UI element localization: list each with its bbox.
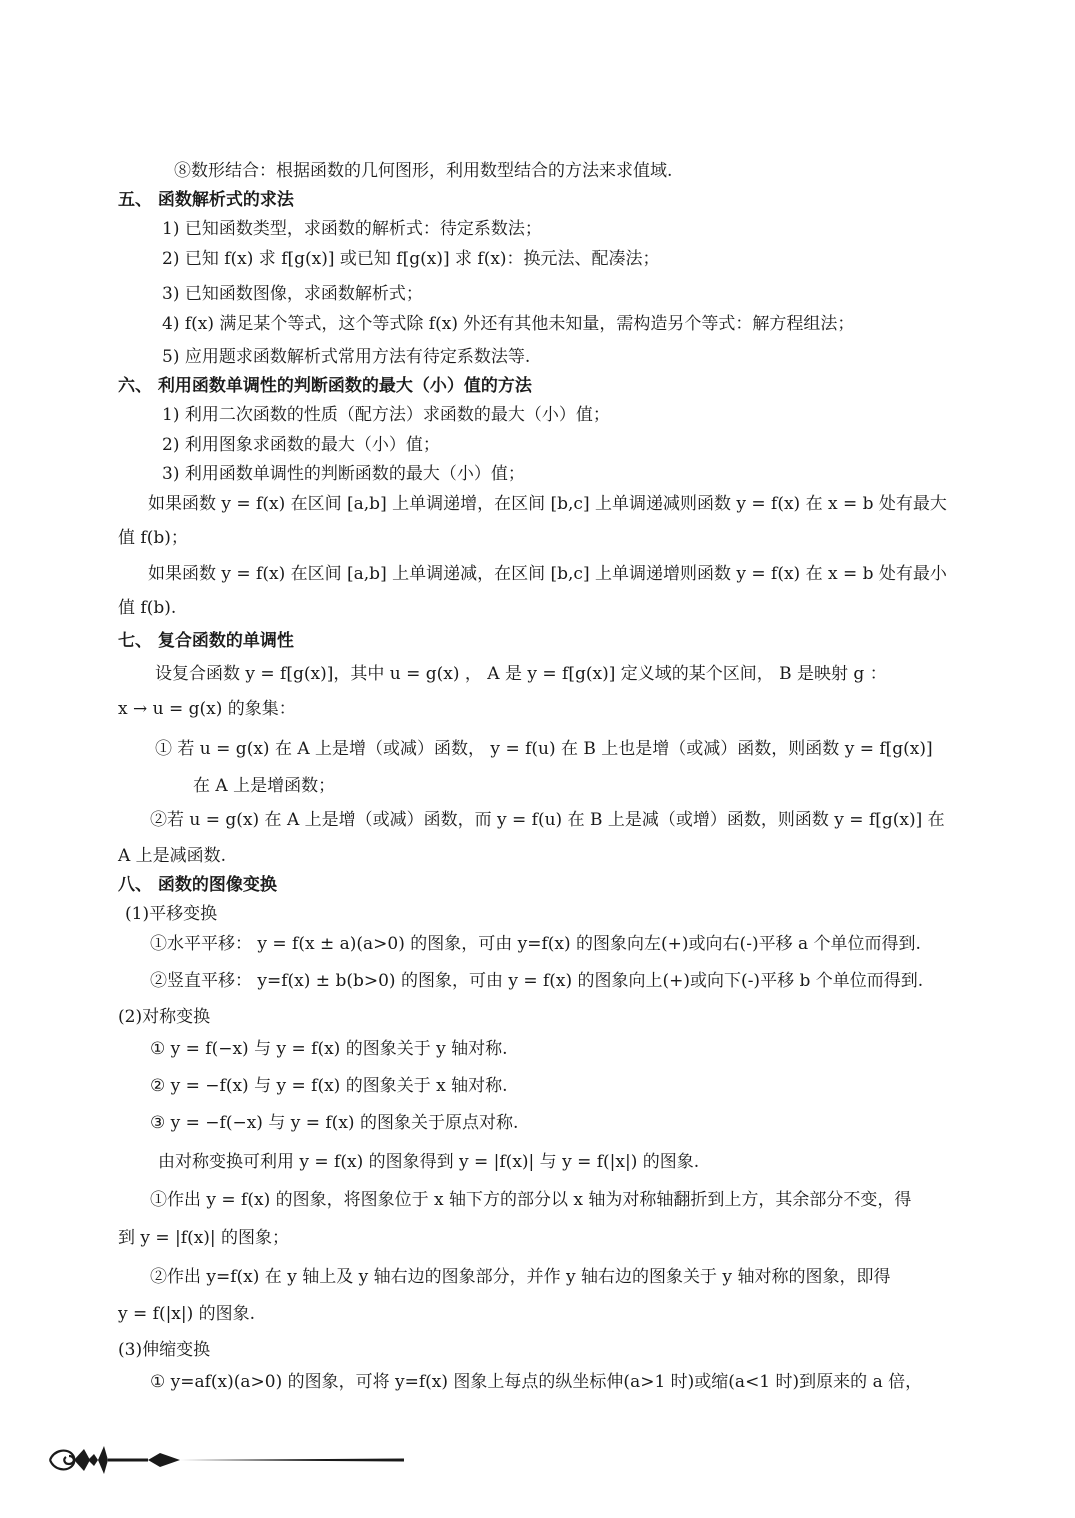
list-item: 3) 已知函数图像，求函数解析式； [162,284,423,304]
list-item: 4) f(x) 满足某个等式，这个等式除 f(x) 外还有其他未知量，需构造另个等式：解方程组法； [162,314,855,334]
text-line: ① y=af(x)(a>0) 的图象，可将 y=f(x) 图象上每点的纵坐标伸(a>1 时)或缩(a<1 时)到原来的 a 倍， [150,1372,923,1392]
list-item: 2) 利用图象求函数的最大（小）值； [162,435,440,455]
text-line: 如果函数 y = f(x) 在区间 [a,b] 上单调递增，在区间 [b,c] 上单调递减则函数 y = f(x) 在 x = b 处有最大 [148,494,947,514]
text-line: 值 f(b). [118,598,177,618]
footer-ornament-icon [44,1440,404,1480]
text-line: ①作出 y = f(x) 的图象，将图象位于 x 轴下方的部分以 x 轴为对称轴翻折到上方，其余部分不变，得 [150,1190,912,1210]
text-line: 如果函数 y = f(x) 在区间 [a,b] 上单调递减，在区间 [b,c] 上单调递增则函数 y = f(x) 在 x = b 处有最小 [148,564,947,584]
text-line: ⑧数形结合：根据函数的几何图形，利用数型结合的方法来求值域. [174,161,673,181]
list-item: 5) 应用题求函数解析式常用方法有待定系数法等. [162,347,531,367]
list-item: ① 若 u = g(x) 在 A 上是增（或减）函数， y = f(u) 在 B 上也是增（或减）函数，则函数 y = f[g(x)] [155,739,933,759]
text-line: ①水平平移： y = f(x ± a)(a>0) 的图象，可由 y=f(x) 的图象向左(+)或向右(-)平移 a 个单位而得到. [150,934,921,954]
section-heading: 七、 复合函数的单调性 [118,631,294,651]
text-line: ③ y = −f(−x) 与 y = f(x) 的图象关于原点对称. [150,1113,519,1133]
text-line: 值 f(b)； [118,528,188,548]
text-line: A 上是减函数. [118,846,227,866]
list-item: 3) 利用函数单调性的判断函数的最大（小）值； [162,464,525,484]
subsection-heading: (3)伸缩变换 [118,1340,211,1360]
section-heading: 六、 利用函数单调性的判断函数的最大（小）值的方法 [118,376,532,396]
text-line: y = f(|x|) 的图象. [118,1304,256,1324]
text-line: 在 A 上是增函数； [193,776,336,796]
text-line: 由对称变换可利用 y = f(x) 的图象得到 y = |f(x)| 与 y = f(|x|) 的图象. [158,1152,700,1172]
subsection-heading: (2)对称变换 [118,1007,211,1027]
list-item: 2) 已知 f(x) 求 f[g(x)] 或已知 f[g(x)] 求 f(x)：换元法、配凑法； [162,249,660,269]
list-item: ②若 u = g(x) 在 A 上是增（或减）函数，而 y = f(u) 在 B 上是减（或增）函数，则函数 y = f[g(x)] 在 [150,810,945,830]
text-line: ② y = −f(x) 与 y = f(x) 的图象关于 x 轴对称. [150,1076,508,1096]
text-line: ②竖直平移： y=f(x) ± b(b>0) 的图象，可由 y = f(x) 的图象向上(+)或向下(-)平移 b 个单位而得到. [150,971,924,991]
subsection-heading: (1)平移变换 [125,904,218,924]
text-line: 到 y = |f(x)| 的图象； [118,1228,290,1248]
text-line: 设复合函数 y = f[g(x)]，其中 u = g(x) ， A 是 y = f[g(x)] 定义域的某个区间， B 是映射 g ： [155,664,887,684]
section-heading: 五、 函数解析式的求法 [118,190,294,210]
text-line: ②作出 y=f(x) 在 y 轴上及 y 轴右边的图象部分，并作 y 轴右边的图象关于 y 轴对称的图象，即得 [150,1267,891,1287]
list-item: 1) 已知函数类型，求函数的解析式：待定系数法； [162,219,542,239]
text-line: ① y = f(−x) 与 y = f(x) 的图象关于 y 轴对称. [150,1039,508,1059]
text-line: x → u = g(x) 的象集： [118,699,296,719]
section-heading: 八、 函数的图像变换 [118,875,277,895]
list-item: 1) 利用二次函数的性质（配方法）求函数的最大（小）值； [162,405,610,425]
